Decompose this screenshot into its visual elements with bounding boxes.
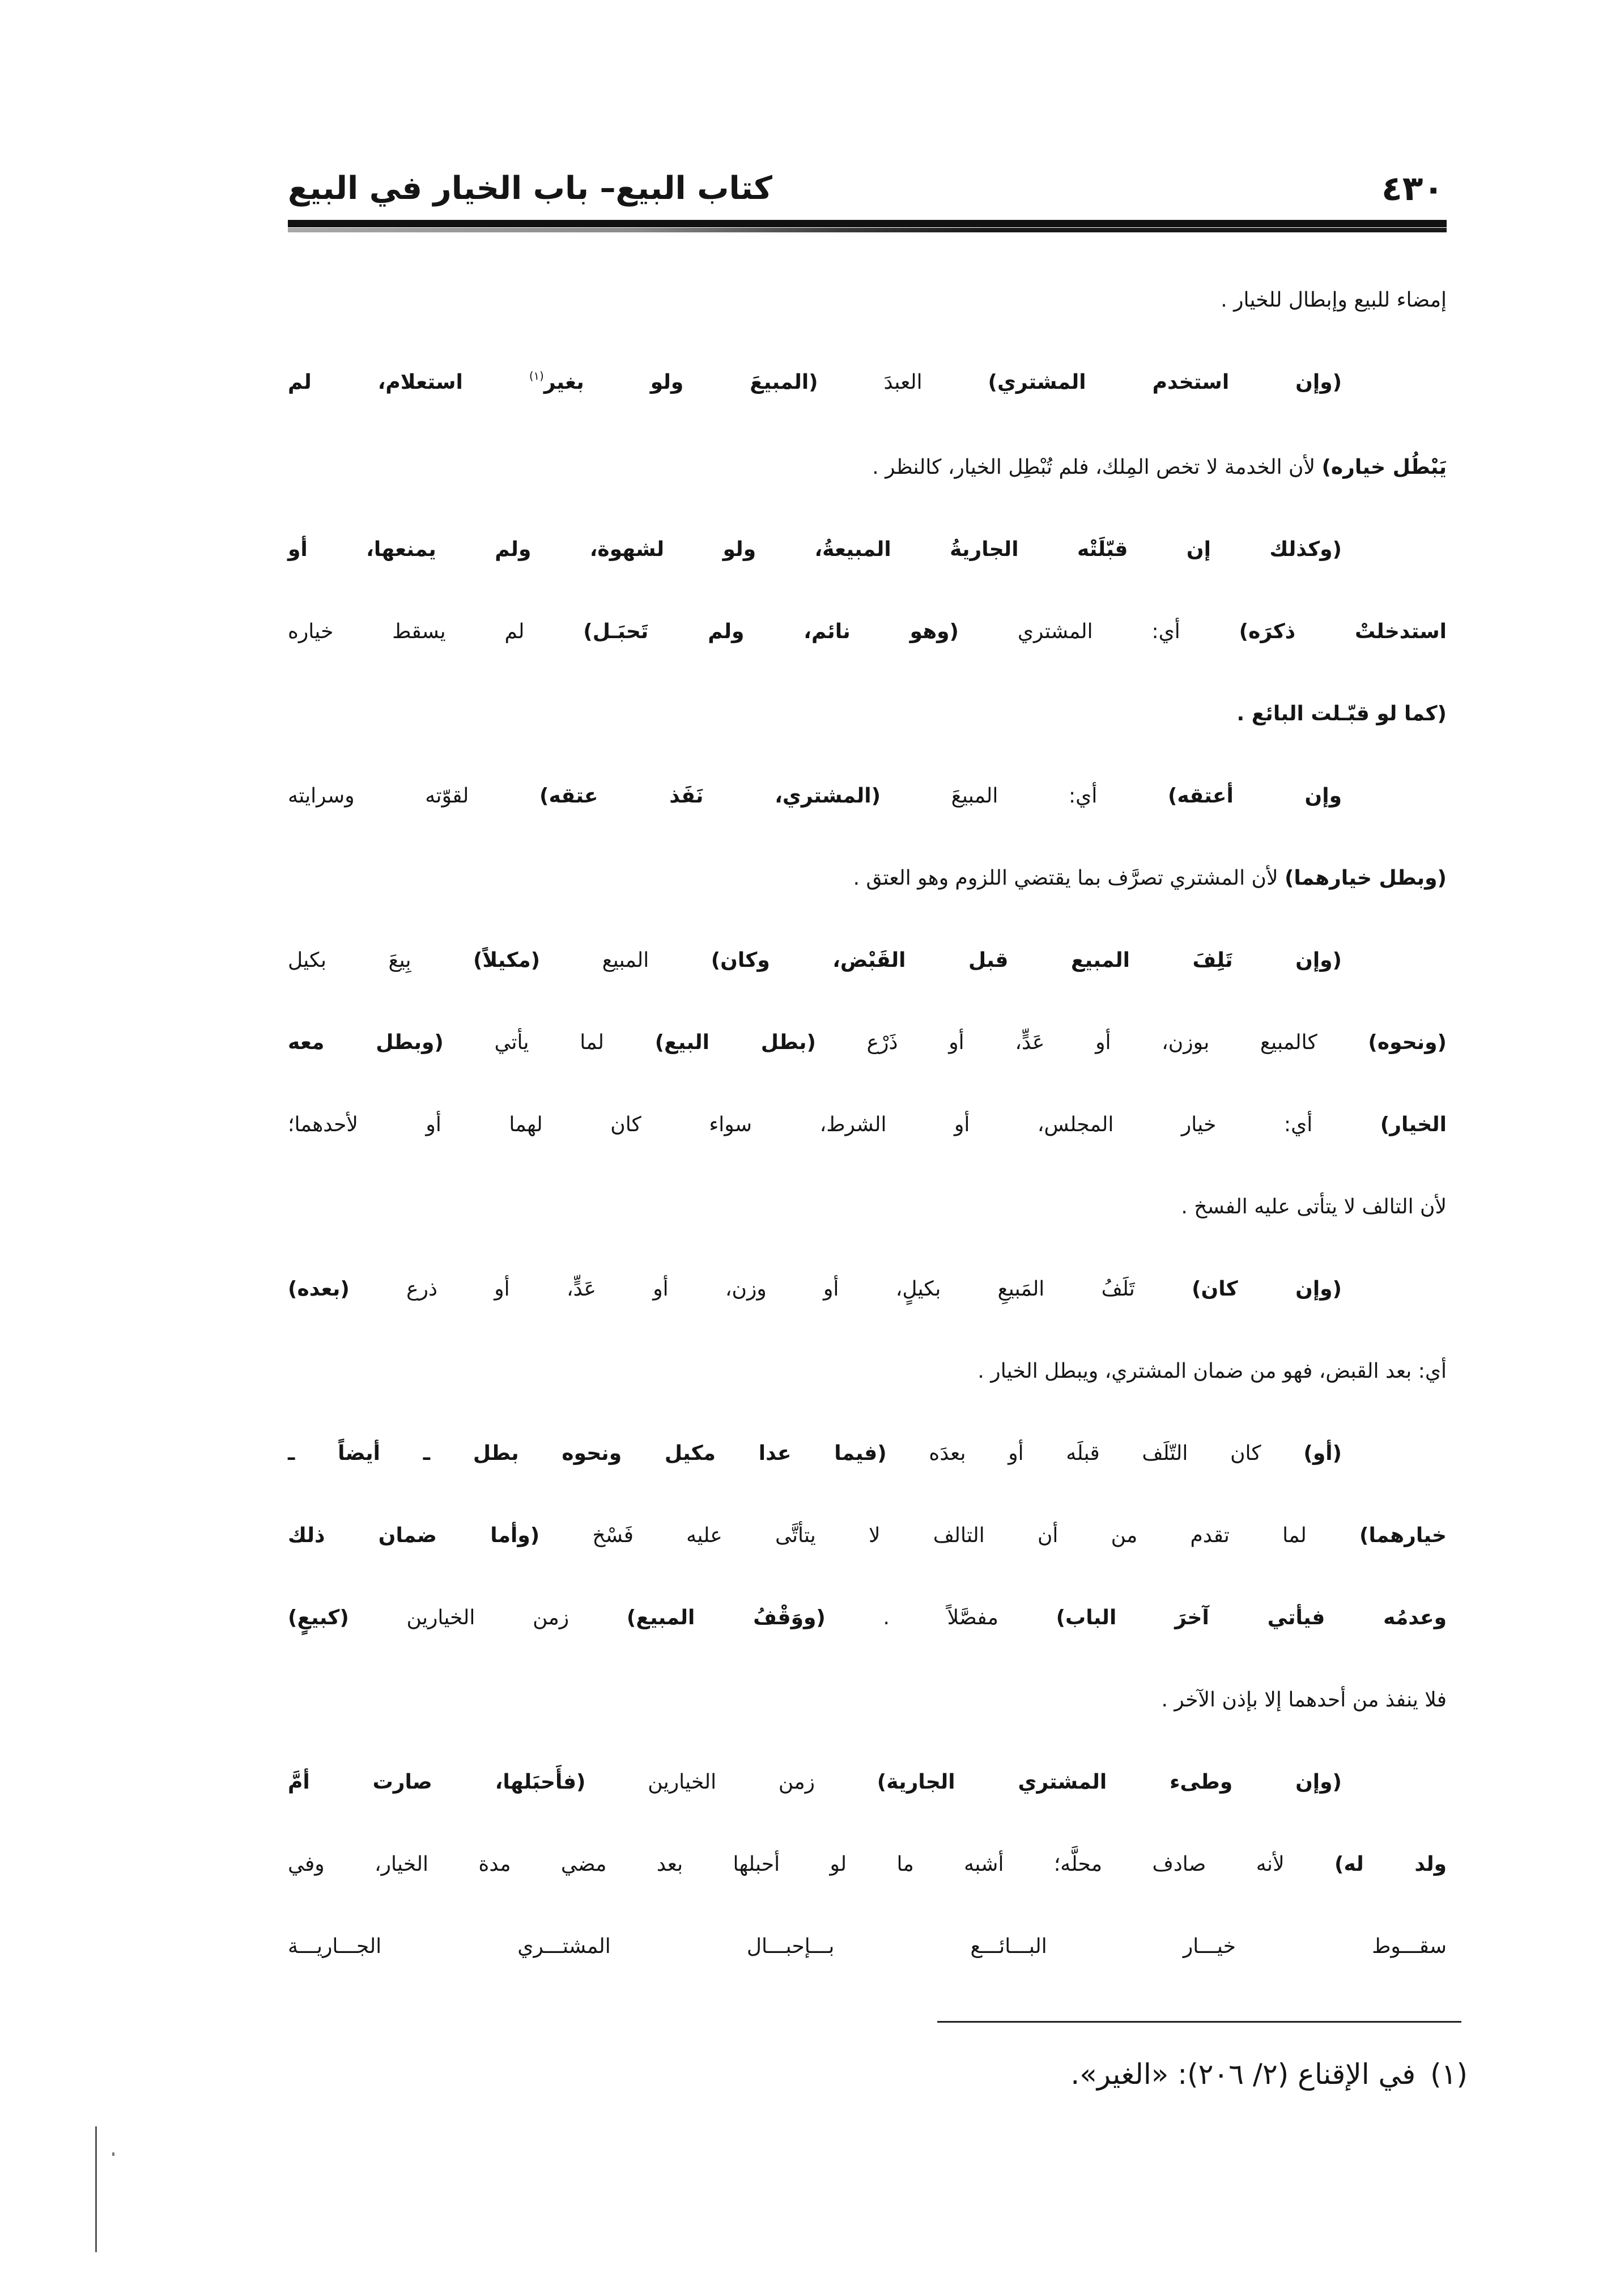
matn-text: (مكيلاً) bbox=[473, 949, 541, 972]
matn-text: (وأما ضمان ذلك bbox=[288, 1524, 540, 1547]
page-number: ٤٣٠ bbox=[1381, 169, 1444, 209]
text-line bbox=[288, 1741, 1447, 1823]
footnote-marker: (١) bbox=[1430, 2058, 1468, 2091]
commentary-text: المبيع bbox=[540, 949, 711, 972]
commentary-text: كالمبيع بوزن، أو عَدٍّ، أو ذَرْع bbox=[815, 1031, 1368, 1054]
text-line bbox=[288, 426, 1447, 508]
footnote-text: في الإقناع (٢/ ٢٠٦): «الغير». bbox=[1070, 2058, 1416, 2091]
matn-text: (فأَحبَلها، صارت أمَّ bbox=[288, 1770, 586, 1794]
scan-edge-mark bbox=[95, 2126, 97, 2252]
commentary-text: لقوّته وسرايته bbox=[288, 784, 539, 808]
matn-text: (المشتري، نَفَذ عتقه) bbox=[539, 784, 881, 808]
paragraph bbox=[288, 1248, 1447, 1412]
matn-text: (ووَقْفُ المبيع) bbox=[626, 1606, 826, 1629]
footnote-ref: (١) bbox=[529, 370, 544, 383]
commentary-text: زمن الخيارين bbox=[348, 1606, 627, 1629]
commentary-text: أي: المشتري bbox=[959, 620, 1239, 643]
commentary-text: لأن التالف لا يتأتى عليه الفسخ . bbox=[1181, 1195, 1447, 1218]
matn-text: الخيار) bbox=[1380, 1113, 1447, 1136]
matn-text: استعلام، لم bbox=[288, 371, 529, 394]
matn-text: (وبطل خيارهما) bbox=[1284, 867, 1447, 890]
matn-text: خيارهما) bbox=[1359, 1524, 1447, 1547]
commentary-text: لأنه صادف محلَّه؛ أشبه ما لو أحبلها بعد مضي مدة الخيار، وفي bbox=[288, 1853, 1335, 1876]
commentary-text: إمضاء للبيع وإبطال للخيار . bbox=[1221, 288, 1447, 312]
commentary-text: مفصَّلاً . bbox=[825, 1606, 1056, 1629]
text-line bbox=[288, 591, 1447, 673]
text-line bbox=[288, 1659, 1447, 1741]
matn-text: (وإن استخدم المشتري) bbox=[988, 371, 1342, 394]
body-text bbox=[288, 259, 1447, 1988]
commentary-text: سقـــوط خيـــار البـــائـــع بـــإحبـــال المشتـــري الجـــاريـــة bbox=[288, 1935, 1447, 1958]
text-line bbox=[288, 1905, 1447, 1988]
matn-text: وعدمُه فيأتي آخرَ الباب) bbox=[1056, 1606, 1447, 1629]
paragraph bbox=[288, 341, 1447, 508]
footnote-separator bbox=[937, 2021, 1461, 2023]
text-line bbox=[288, 341, 1447, 426]
text-line bbox=[288, 1494, 1447, 1577]
matn-text: (فيما عدا مكيل ونحوه بطل ـ أيضاً ـ bbox=[288, 1442, 887, 1465]
matn-text: (أو) bbox=[1303, 1442, 1342, 1465]
paragraph bbox=[288, 1412, 1447, 1741]
matn-text: (بعده) bbox=[288, 1277, 350, 1301]
text-line bbox=[288, 1823, 1447, 1905]
commentary-text: لأن المشتري تصرَّف بما يقتضي اللزوم وهو العتق . bbox=[853, 867, 1285, 890]
matn-text: (كما لو قبّـلت البائع . bbox=[1236, 702, 1447, 725]
text-line bbox=[288, 837, 1447, 919]
matn-text: (ونحوه) bbox=[1368, 1031, 1447, 1054]
commentary-text: زمن الخيارين bbox=[585, 1770, 877, 1794]
matn-text: (المبيعَ ولو بغير bbox=[543, 371, 818, 394]
text-line bbox=[288, 1577, 1447, 1659]
commentary-text: لم يسقط خياره bbox=[288, 620, 584, 643]
commentary-text: العبدَ bbox=[818, 371, 988, 394]
matn-text: (وإن كان) bbox=[1192, 1277, 1342, 1301]
paragraph bbox=[288, 755, 1447, 919]
commentary-text: كان التّلَف قبلَه أو بعدَه bbox=[886, 1442, 1304, 1465]
text-line bbox=[288, 673, 1447, 755]
matn-text: يَبْطُل خياره) bbox=[1321, 456, 1447, 479]
header-rule-band bbox=[288, 228, 1447, 232]
matn-text: (كبيعٍ) bbox=[288, 1606, 349, 1629]
commentary-text: لأن الخدمة لا تخص المِلك، فلم تُبْطِل الخيار، كالنظر . bbox=[872, 456, 1322, 479]
text-line bbox=[288, 1330, 1447, 1412]
text-line bbox=[288, 508, 1447, 591]
text-line bbox=[288, 1001, 1447, 1084]
matn-text: (وهو نائم، ولم تَحبَـل) bbox=[583, 620, 959, 643]
text-line bbox=[288, 1166, 1447, 1248]
scan-speck bbox=[112, 2152, 114, 2156]
matn-text: استدخلتْ ذكرَه) bbox=[1239, 620, 1447, 643]
commentary-text: بِيعَ بكيل bbox=[288, 949, 473, 972]
matn-text: (وإن تَلِفَ المبيع قبل القَبْض، وكان) bbox=[711, 949, 1342, 972]
commentary-text: أي: بعد القبض، فهو من ضمان المشتري، ويبطل الخيار . bbox=[977, 1360, 1447, 1383]
commentary-text: لما تقدم من أن التالف لا يتأتَّى عليه فَسْخ bbox=[539, 1524, 1360, 1547]
matn-text: (وكذلك إن قبّلَتْه الجاريةُ المبيعةُ، ولو لشهوة، ولم يمنعها، أو bbox=[288, 538, 1342, 561]
header-rule bbox=[288, 220, 1447, 227]
text-line bbox=[288, 1084, 1447, 1166]
text-line bbox=[288, 259, 1447, 341]
paragraph bbox=[288, 259, 1447, 341]
paragraph bbox=[288, 1741, 1447, 1988]
text-line bbox=[288, 1248, 1447, 1330]
paragraph bbox=[288, 919, 1447, 1248]
commentary-text: تَلَفُ المَبيعِ بكيلٍ، أو وزن، أو عَدٍّ، أو ذرع bbox=[349, 1277, 1192, 1301]
matn-text: وإن أعتقه) bbox=[1167, 784, 1342, 808]
matn-text: (بطل البيع) bbox=[654, 1031, 816, 1054]
commentary-text: لما يأتي bbox=[443, 1031, 655, 1054]
commentary-text: أي: المبيعَ bbox=[881, 784, 1168, 808]
footnote bbox=[737, 2052, 1468, 2097]
commentary-text: أي: خيار المجلس، أو الشرط، سواء كان لهما أو لأحدهما؛ bbox=[288, 1113, 1380, 1136]
footnotes bbox=[737, 2052, 1468, 2097]
matn-text: (وإن وطىء المشتري الجارية) bbox=[877, 1770, 1342, 1794]
commentary-text: فلا ينفذ من أحدهما إلا بإذن الآخر . bbox=[1161, 1688, 1447, 1712]
matn-text: (وبطل معه bbox=[288, 1031, 444, 1054]
text-line bbox=[288, 919, 1447, 1001]
text-line bbox=[288, 755, 1447, 837]
matn-text: ولد له) bbox=[1334, 1853, 1447, 1876]
text-line bbox=[288, 1412, 1447, 1494]
running-title: كتاب البيع– باب الخيار في البيع bbox=[288, 170, 772, 207]
paragraph bbox=[288, 508, 1447, 755]
